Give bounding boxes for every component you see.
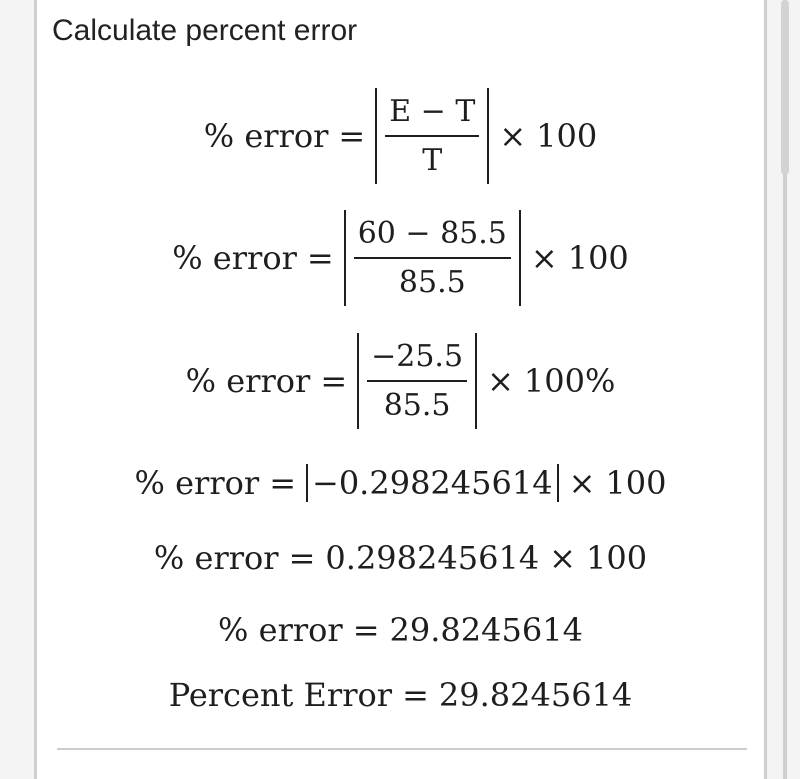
equals-sign: =: [269, 464, 296, 502]
times-sign: ×: [499, 117, 527, 155]
scrollbar-thumb[interactable]: [781, 0, 789, 175]
lhs: % error: [218, 611, 343, 649]
solution-card: [37, 0, 764, 779]
times-sign: ×: [487, 362, 514, 400]
final-answer: [37, 670, 764, 720]
fraction: [354, 216, 511, 300]
numerator: −25.5: [371, 339, 464, 374]
section-heading: Calculate percent error: [52, 14, 358, 47]
multiplier: 100: [567, 239, 629, 277]
lhs: % error: [172, 239, 297, 277]
equals-sign: =: [320, 362, 348, 400]
lhs: % error: [185, 362, 311, 400]
equals-sign: =: [402, 676, 429, 714]
fraction: [367, 339, 467, 423]
equation-step-1: [37, 92, 764, 180]
lhs: % error: [153, 539, 279, 577]
lhs: % error: [134, 464, 260, 502]
times-sign: ×: [568, 464, 596, 502]
multiplier: 100: [536, 117, 598, 155]
value: 0.298245614: [325, 539, 540, 577]
equals-sign: =: [352, 611, 380, 649]
value: 29.8245614: [389, 611, 583, 649]
times-sign: ×: [549, 539, 576, 577]
right-border: [764, 0, 767, 779]
numerator: E − T: [389, 94, 476, 129]
equation-step-3: [37, 337, 764, 425]
equation-step-5: [37, 533, 764, 583]
equation-step-2: [37, 214, 764, 302]
absolute-value: [357, 333, 477, 429]
equals-sign: =: [338, 117, 366, 155]
multiplier: 100: [605, 464, 667, 502]
denominator: 85.5: [383, 388, 451, 423]
equation-step-4: [37, 458, 764, 508]
equation-step-6: [37, 605, 764, 655]
lhs: % error: [203, 117, 329, 155]
absolute-value: [344, 210, 521, 306]
denominator: T: [422, 143, 443, 178]
numerator: 60 − 85.5: [357, 216, 507, 251]
times-sign: ×: [530, 239, 558, 277]
denominator: 85.5: [398, 265, 466, 300]
multiplier: 100%: [523, 362, 616, 400]
fraction: [385, 94, 479, 178]
absolute-value: −0.298245614: [306, 464, 559, 502]
value: 29.8245614: [438, 676, 633, 714]
equals-sign: =: [306, 239, 334, 277]
absolute-value: [375, 88, 489, 184]
equals-sign: =: [288, 539, 316, 577]
multiplier: 100: [585, 539, 648, 577]
lhs: Percent Error: [168, 676, 393, 714]
divider: [57, 748, 747, 750]
